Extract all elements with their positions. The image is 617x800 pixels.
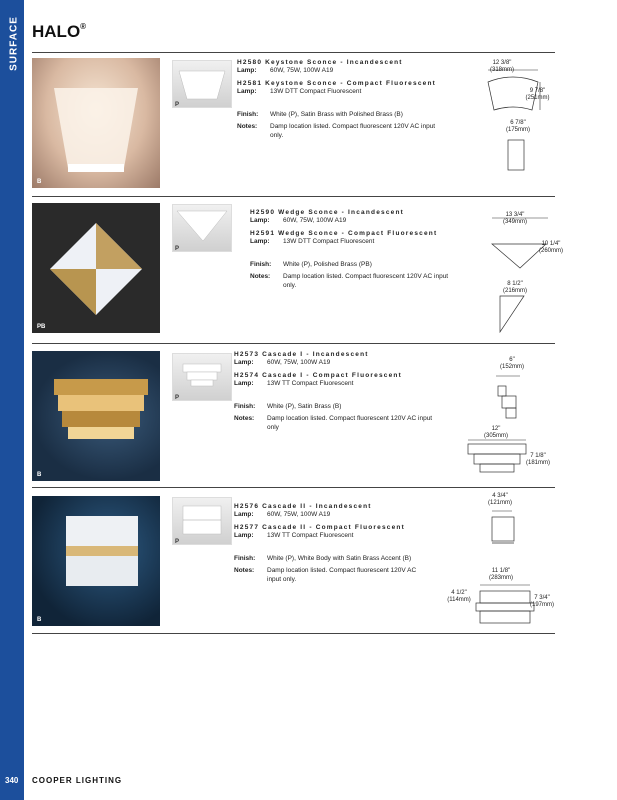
spec-block: H2580 Keystone Sconce - Incandescent Lamp: 60W, 75W, 100W A19 H2581 Keystone Sconce - Compact Fluorescent Lamp: 13W DTT Compact Fluorescent Finish: White (P), Satin Brass with Polished Brass (B) Notes: Damp location listed. Compact fluorescent 120V AC input only. [237,59,436,139]
product-thumbnail: P [172,353,232,401]
dim-height: 9 7/8" (251mm) [525,88,550,102]
dim-width: 12 3/8" (318mm) [489,60,514,74]
dim-depth: 6 7/8" (175mm) [505,120,530,134]
dimension-drawing [478,210,558,340]
product-photo: B [32,496,160,626]
product-thumbnail: P [172,204,232,252]
divider [32,52,555,53]
spec-block: H2590 Wedge Sconce - Incandescent Lamp: 60W, 75W, 100W A19 H2591 Wedge Sconce - Compact Fluorescent Lamp: 13W DTT Compact Fluorescent Finish: White (P), Polished Brass (PB) Notes: Damp location listed. Compact fluorescent 120V AC input only. [250,209,449,289]
dim-length: 12" (305mm) [483,426,508,440]
product-photo: PB [32,203,160,333]
divider [32,343,555,344]
dim-height: 7 3/4" (197mm) [529,595,554,609]
spec-block: H2576 Cascade II - Incandescent Lamp: 60W, 75W, 100W A19 H2577 Cascade II - Compact Fluorescent Lamp: 13W TT Compact Fluorescent Finish: White (P), White Body with Satin Brass Accent (B) Notes: Damp location listed. Compact fluorescent 120V AC input only. [234,503,417,583]
sidebar [0,0,24,800]
product-thumbnail: P [172,497,232,545]
dim-width: 6" (152mm) [499,357,524,371]
dim-height: 10 1/4" (260mm) [538,241,563,255]
product-thumbnail: P [172,60,232,108]
company-name: COOPER LIGHTING [32,776,123,785]
product-photo: B [32,58,160,188]
section-label: SURFACE [8,16,20,71]
divider [32,487,555,488]
dim-height: 7 1/8" (181mm) [525,453,550,467]
dim-side: 4 1/2" (114mm) [447,590,471,604]
product-photo: B [32,351,160,481]
divider [32,196,555,197]
dim-width: 13 3/4" (349mm) [502,212,527,226]
brand-title: HALO® [32,22,87,41]
dim-width: 11 1/8" (283mm) [488,568,513,582]
divider [32,633,555,634]
spec-block: H2573 Cascade I - Incandescent Lamp: 60W, 75W, 100W A19 H2574 Cascade I - Compact Fluorescent Lamp: 13W TT Compact Fluorescent Finish: White (P), Satin Brass (B) Notes: Damp location listed. Compact fluorescent 120V AC input only [234,351,433,431]
dim-depth: 8 1/2" (216mm) [502,281,527,295]
page-number: 340 [5,776,19,785]
dim-depth: 4 3/4" (121mm) [487,493,512,507]
